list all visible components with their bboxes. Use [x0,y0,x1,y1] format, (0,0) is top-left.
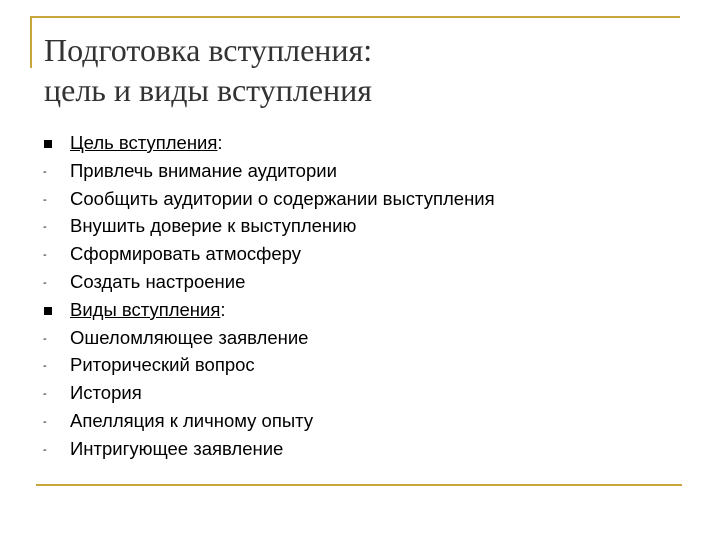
dash-bullet-icon: - [43,388,47,401]
heading-text: Цель вступления [70,132,218,153]
heading-text: Виды вступления [70,298,221,320]
section-heading-goal [0,129,720,157]
list-item [0,435,720,463]
list-item-text: Внушить доверие к выступлению [70,215,357,237]
heading-colon: : [217,132,223,153]
dash-bullet-icon: - [43,360,47,373]
title-line-1: Подготовка вступления: [44,32,373,68]
left-rule [30,16,32,68]
dash-bullet-icon: - [43,415,47,428]
list-item-text: Интригующее заявление [70,437,284,459]
dash-bullet-icon: - [43,276,47,289]
list-item-text: Ошеломляющее заявление [70,326,309,348]
list-item [0,324,720,352]
list-item [0,240,720,268]
slide-title [44,30,664,110]
square-bullet-icon [43,296,57,324]
title-line-2: цель и виды вступления [44,72,372,108]
bottom-rule [36,484,682,486]
list-item [0,185,720,213]
dash-bullet-icon: - [43,221,47,234]
dash-bullet-icon: - [43,249,47,262]
list-item [0,212,720,240]
list-item [0,268,720,296]
list-item [0,407,720,435]
list-item [0,351,720,379]
list-item-text: Сформировать атмосферу [70,243,301,265]
dash-bullet-icon: - [43,165,47,178]
top-rule [30,16,680,18]
heading-colon: : [220,298,226,320]
list-item-text: Сообщить аудитории о содержании выступления [70,187,495,209]
list-item-text: Апелляция к личному опыту [70,409,314,431]
section-heading-types [0,296,720,324]
dash-bullet-icon: - [43,193,47,206]
bullet-list [0,129,720,463]
list-item [0,379,720,407]
list-item-text: История [70,382,142,404]
dash-bullet-icon: - [43,332,47,345]
dash-bullet-icon: - [43,443,47,456]
list-item [0,157,720,185]
list-item-text: Привлечь внимание аудитории [70,159,337,181]
list-item-text: Риторический вопрос [70,354,255,376]
square-bullet-icon [43,129,57,157]
list-item-text: Создать настроение [70,270,246,292]
